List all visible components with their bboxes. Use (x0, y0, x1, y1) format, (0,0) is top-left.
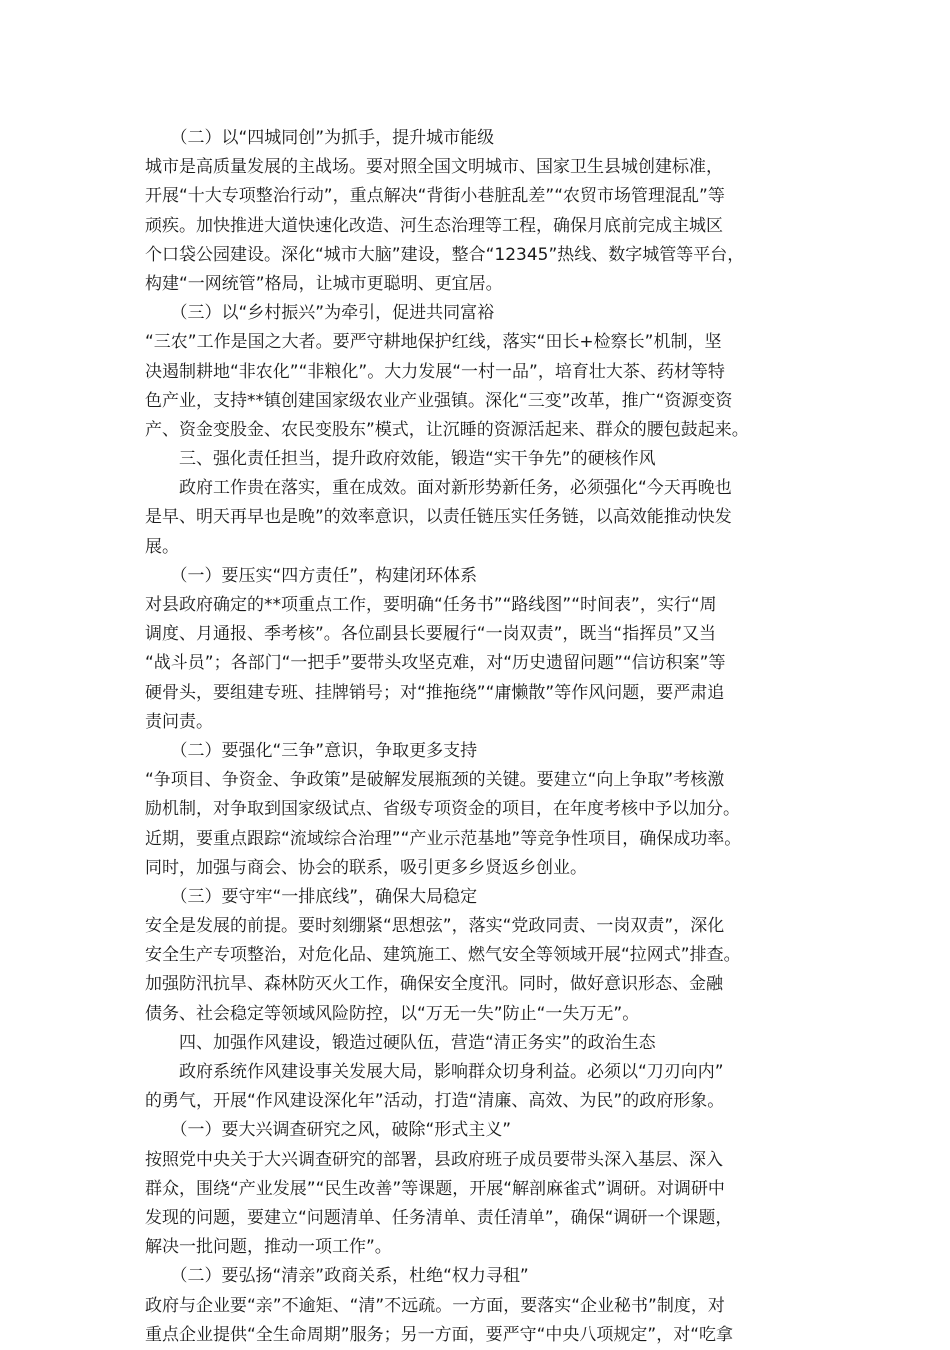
text-line: 色产业，支持**镇创建国家级农业产业强镇。深化“三变”改革，推广“资源变资 (145, 390, 733, 411)
text-line: 产、资金变股金、农民变股东”模式，让沉睡的资源活起来、群众的腰包鼓起来。 (145, 419, 749, 440)
text-line: （三）以“乡村振兴”为牵引，促进共同富裕 (145, 303, 495, 324)
text-line: 近期，要重点跟踪“流域综合治理”“产业示范基地”等竞争性项目，确保成功率。 (145, 828, 742, 849)
text-line: 加强防汛抗旱、森林防灭火工作，确保安全度汛。同时，做好意识形态、金融 (145, 974, 723, 995)
text-line: 四、加强作风建设，锻造过硬队伍，营造“清正务实”的政治生态 (145, 1032, 656, 1053)
text-line: （一）要大兴调查研究之风，破除“形式主义” (145, 1120, 512, 1141)
text-line: 政府系统作风建设事关发展大局，影响群众切身利益。必须以“刀刃向内” (145, 1062, 724, 1082)
text-line: （一）要压实“四方责任”，构建闭环体系 (145, 565, 478, 586)
text-line: 按照党中央关于大兴调查研究的部署，县政府班子成员要带头深入基层、深入 (145, 1149, 723, 1170)
text-line: 债务、社会稳定等领域风险防控，以“万无一失”防止“一失万无”。 (145, 1003, 640, 1024)
text-line: “三农”工作是国之大者。要严守耕地保护红线，落实“田长+检察长”机制，坚 (145, 332, 722, 353)
text-line: 发现的问题，要建立“问题清单、任务清单、责任清单”，确保“调研一个课题， (145, 1207, 733, 1228)
text-line: 的勇气，开展“作风建设深化年”活动，打造“清廉、高效、为民”的政府形象。 (145, 1091, 725, 1112)
text-line: 责问责。 (145, 711, 213, 732)
text-line: 安全是发展的前提。要时刻绷紧“思想弦”，落实“党政同责、一岗双责”，深化 (145, 916, 725, 937)
text-line: 对县政府确定的**项重点工作，要明确“任务书”“路线图”“时间表”，实行“周 (145, 595, 717, 615)
text-line: （二）以“四城同创”为抓手，提升城市能级 (145, 128, 495, 148)
text-line: 调度、月通报、季考核”。各位副县长要履行“一岗双责”，既当“指挥员”又当 (145, 624, 717, 645)
text-line: 是早、明天再早也是晚”的效率意识，以责任链压实任务链，以高效能推动快发 (145, 507, 732, 528)
text-line: 顽疾。加快推进大道快速化改造、河生态治理等工程，确保月底前完成主城区 (145, 215, 723, 236)
text-line: 安全生产专项整治，对危化品、建筑施工、燃气安全等领域开展“拉网式”排查。 (145, 945, 741, 966)
text-line: 群众，围绕“产业发展”“民生改善”等课题，开展“解剖麻雀式”调研。对调研中 (145, 1178, 725, 1199)
document-body (145, 124, 805, 1350)
text-line: “战斗员”；各部门“一把手”要带头攻坚克难，对“历史遗留问题”“信访积案”等 (145, 653, 726, 674)
text-line: 政府与企业要“亲”不逾矩、“清”不远疏。一方面，要落实“企业秘书”制度，对 (145, 1295, 725, 1316)
text-line: 重点企业提供“全生命周期”服务；另一方面，要严守“中央八项规定”，对“吃拿 (145, 1324, 734, 1345)
text-line: 硬骨头，要组建专班、挂牌销号；对“推拖绕”“庸懒散”等作风问题，要严肃追 (145, 682, 725, 703)
text-line: 开展“十大专项整治行动”，重点解决“背街小巷脏乱差”“农贸市场管理混乱”等 (145, 186, 725, 207)
text-line: 决遏制耕地“非农化”“非粮化”。大力发展“一村一品”，培育壮大茶、药材等特 (145, 361, 725, 382)
text-line: （三）要守牢“一排底线”，确保大局稳定 (145, 886, 478, 907)
text-line: 政府工作贵在落实，重在成效。面对新形势新任务，必须强化“今天再晚也 (145, 478, 732, 499)
text-line: 励机制，对争取到国家级试点、省级专项资金的项目，在年度考核中予以加分。 (145, 799, 740, 820)
text-line: 三、强化责任担当，提升政府效能，锻造“实干争先”的硬核作风 (145, 449, 656, 470)
text-line: （二）要强化“三争”意识，争取更多支持 (145, 740, 478, 761)
text-line: 解决一批问题，推动一项工作”。 (145, 1237, 392, 1258)
text-line: 城市是高质量发展的主战场。要对照全国文明城市、国家卫生县城创建标准， (145, 157, 723, 178)
text-line: 同时，加强与商会、协会的联系，吸引更多乡贤返乡创业。 (145, 857, 587, 878)
text-line: （二）要弘扬“清亲”政商关系，杜绝“权力寻租” (145, 1266, 529, 1287)
text-line: 个口袋公园建设。深化“城市大脑”建设，整合“12345”热线、数字城管等平台， (145, 244, 745, 265)
text-line: 构建“一网统管”格局，让城市更聪明、更宜居。 (145, 273, 503, 294)
text-line: 展。 (145, 536, 179, 557)
text-line: “争项目、争资金、争政策”是破解发展瓶颈的关键。要建立“向上争取”考核激 (145, 770, 725, 791)
